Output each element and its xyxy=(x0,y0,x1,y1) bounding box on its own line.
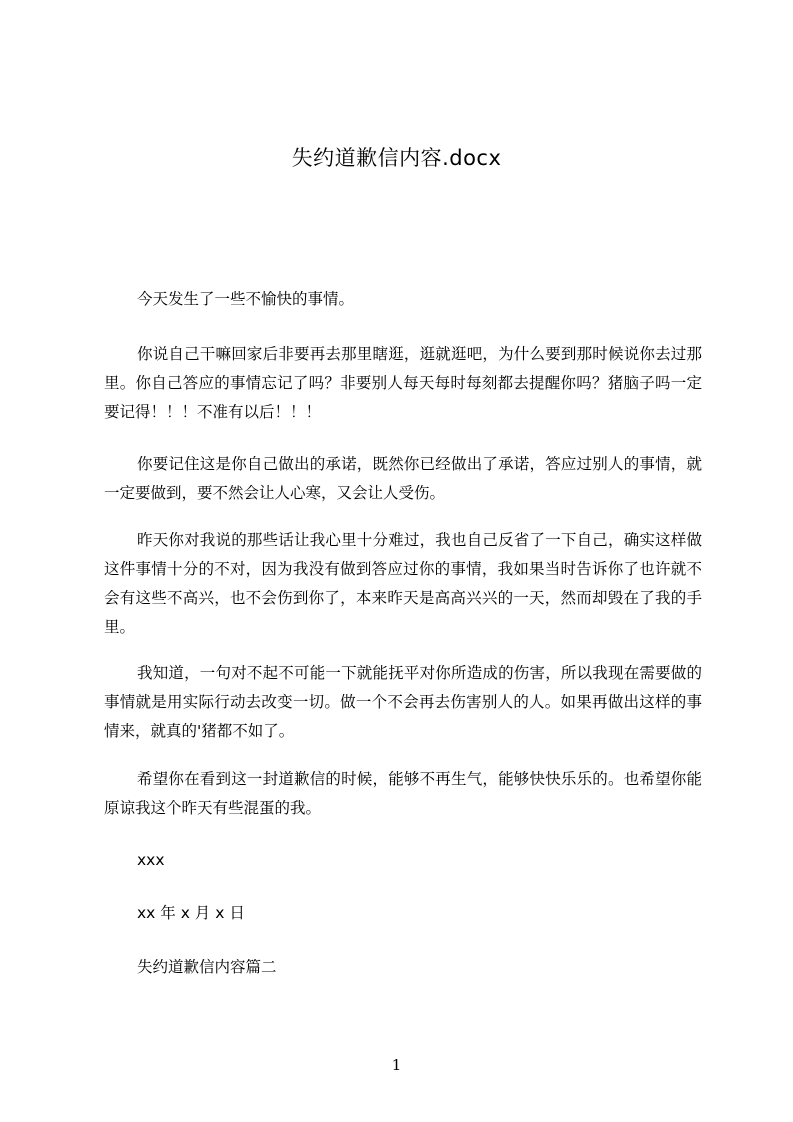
paragraph-1: 今天发生了一些不愉快的事情。 xyxy=(137,290,355,308)
paragraph-2: 你说自己干嘛回家后非要再去那里瞎逛，逛就逛吧，为什么要到那时候说你去过那里。你自己答应的事情忘记了吗？非要别人每天每时每刻都去提醒你吗？猪脑子吗一定要记得！！！不准有以后！！！ xyxy=(104,345,702,421)
page-number: 1 xyxy=(391,1056,402,1074)
paragraph-5: 我知道，一句对不起不可能一下就能抚平对你所造成的伤害，所以我现在需要做的事情就是用实际行动去改变一切。做一个不会再去伤害别人的人。如果再做出这样的事情来，就真的'猪都不如了。 xyxy=(104,664,702,740)
paragraph-4: 昨天你对我说的那些话让我心里十分难过，我也自己反省了一下自己，确实这样做这件事情十分的不对，因为我没有做到答应过你的事情，我如果当时告诉你了也许就不会有这些不高兴，也不会伤到你了，本来昨天是高高兴兴的一天，然而却毁在了我的手里。 xyxy=(104,531,702,636)
paragraph-6: 希望你在看到这一封道歉信的时候，能够不再生气，能够快快乐乐的。也希望你能原谅我这个昨天有些混蛋的我。 xyxy=(104,770,702,817)
document-title: 失约道歉信内容.docx xyxy=(291,146,502,170)
paragraph-3: 你要记住这是你自己做出的承诺，既然你已经做出了承诺，答应过别人的事情，就一定要做到，要不然会让人心寒，又会让人受伤。 xyxy=(104,455,702,502)
next-section-heading: 失约道歉信内容篇二 xyxy=(137,958,277,976)
signature: xxx xyxy=(137,851,165,869)
letter-date: xx 年 x 月 x 日 xyxy=(137,904,245,922)
